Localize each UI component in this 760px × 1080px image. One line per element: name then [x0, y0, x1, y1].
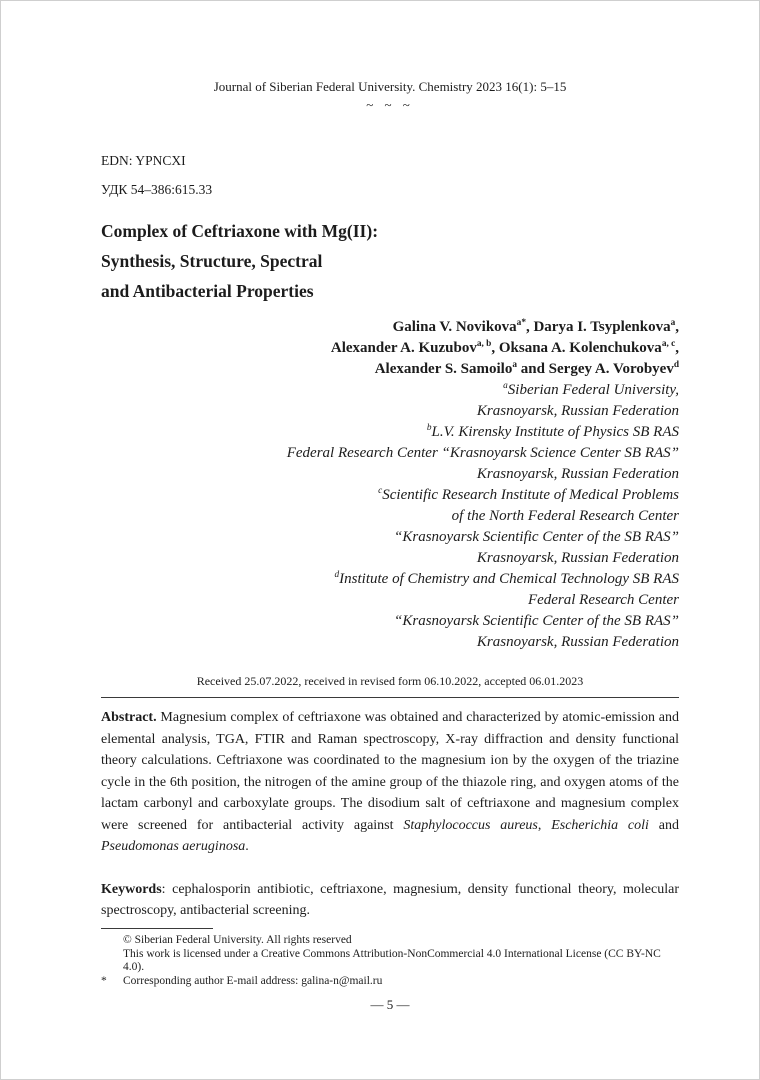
journal-header-line: Journal of Siberian Federal University. Chemistry 2023 16(1): 5–15	[213, 79, 567, 94]
affiliation-line: Federal Research Center	[527, 592, 679, 608]
copyright-line: © Siberian Federal University. All rights reserved	[123, 933, 352, 946]
page-number: — 5 —	[370, 996, 410, 1012]
author-line: Alexander A. Kuzubov$^{a, b}$, Oksana A. Kolenchukova$^{a, c}$,	[330, 339, 679, 356]
affiliation-line: $^b$L.V. Kirensky Institute of Physics SB RAS	[426, 423, 679, 440]
author-line: Galina V. Novikova$^{a*}$, Darya I. Tsyplenkova$^a$,	[392, 318, 679, 335]
keywords-label: Keywords	[101, 881, 162, 897]
affiliations-block	[101, 380, 679, 653]
keywords-paragraph	[101, 879, 679, 922]
page-footer	[101, 928, 679, 1012]
article-title-line: Synthesis, Structure, Spectral	[101, 251, 323, 271]
corresponding-author-line	[101, 975, 679, 989]
tilde-ornament: ~ ~ ~	[366, 97, 414, 112]
received-dates-line: Received 25.07.2022, received in revised form 06.10.2022, accepted 06.01.2023	[196, 674, 584, 688]
article-title	[101, 216, 679, 306]
affiliation-line: Krasnoyarsk, Russian Federation	[476, 403, 679, 419]
keywords-text: : cephalosporin antibiotic, ceftriaxone, magnesium, density functional theory, molecular spectroscopy, antibacterial screening.	[101, 881, 679, 918]
affiliation-line: of the North Federal Research Center	[451, 508, 679, 524]
abstract-label: Abstract.	[101, 710, 157, 725]
affiliation-line: Krasnoyarsk, Russian Federation	[476, 466, 679, 482]
abstract-paragraph	[101, 707, 679, 858]
edn-line: EDN: YPNCXI	[101, 153, 186, 168]
article-title-line: and Antibacterial Properties	[101, 281, 314, 301]
affiliation-line: Federal Research Center “Krasnoyarsk Science Center SB RAS”	[286, 445, 679, 461]
authors-block	[101, 317, 679, 380]
affiliation-line: “Krasnoyarsk Scientific Center of the SB RAS”	[394, 529, 679, 545]
affiliation-line: $^c$Scientific Research Institute of Medical Problems	[378, 486, 679, 503]
corresponding-asterisk: *	[101, 975, 107, 987]
abstract-divider-rule	[101, 697, 679, 698]
abstract-text: Magnesium complex of ceftriaxone was obtained and characterized by atomic-emission and elemental analysis, TGA, FTIR and Raman spectroscopy, X-ray diffraction and density functional theory calculations. Ceftriaxone was coordinated to the magnesium ion by the oxygen of the triazine cycle in the 6th position, the nitrogen of the amine group of the thiazole ring, and oxygen atoms of the lactam carbonyl and carboxylate groups. The disodium salt of ceftriaxone and magnesium complex were screened for antibacterial activity against Staphylococcus aureus, Escherichia coli and Pseudomonas aeruginosa.	[101, 710, 679, 854]
author-line: Alexander S. Samoilo$^a$ and Sergey A. Vorobyev$^d$	[374, 360, 679, 377]
udk-line: УДК 54–386:615.33	[101, 182, 213, 197]
license-line: This work is licensed under a Creative Commons Attribution-NonCommercial 4.0 International License (CC BY-NC 4.0).	[123, 947, 661, 973]
affiliation-line: Krasnoyarsk, Russian Federation	[476, 550, 679, 566]
affiliation-line: “Krasnoyarsk Scientific Center of the SB RAS”	[394, 613, 679, 629]
corresponding-text: Corresponding author E-mail address: galina-n@mail.ru	[123, 975, 383, 987]
affiliation-line: Krasnoyarsk, Russian Federation	[476, 634, 679, 650]
affiliation-line: $^d$Institute of Chemistry and Chemical Technology SB RAS	[334, 570, 679, 587]
affiliation-line: $^a$Siberian Federal University,	[503, 381, 679, 398]
meta-block	[101, 153, 679, 198]
article-title-line: Complex of Ceftriaxone with Mg(II):	[101, 221, 379, 241]
footnote-rule	[101, 928, 213, 929]
page-content	[101, 79, 679, 922]
